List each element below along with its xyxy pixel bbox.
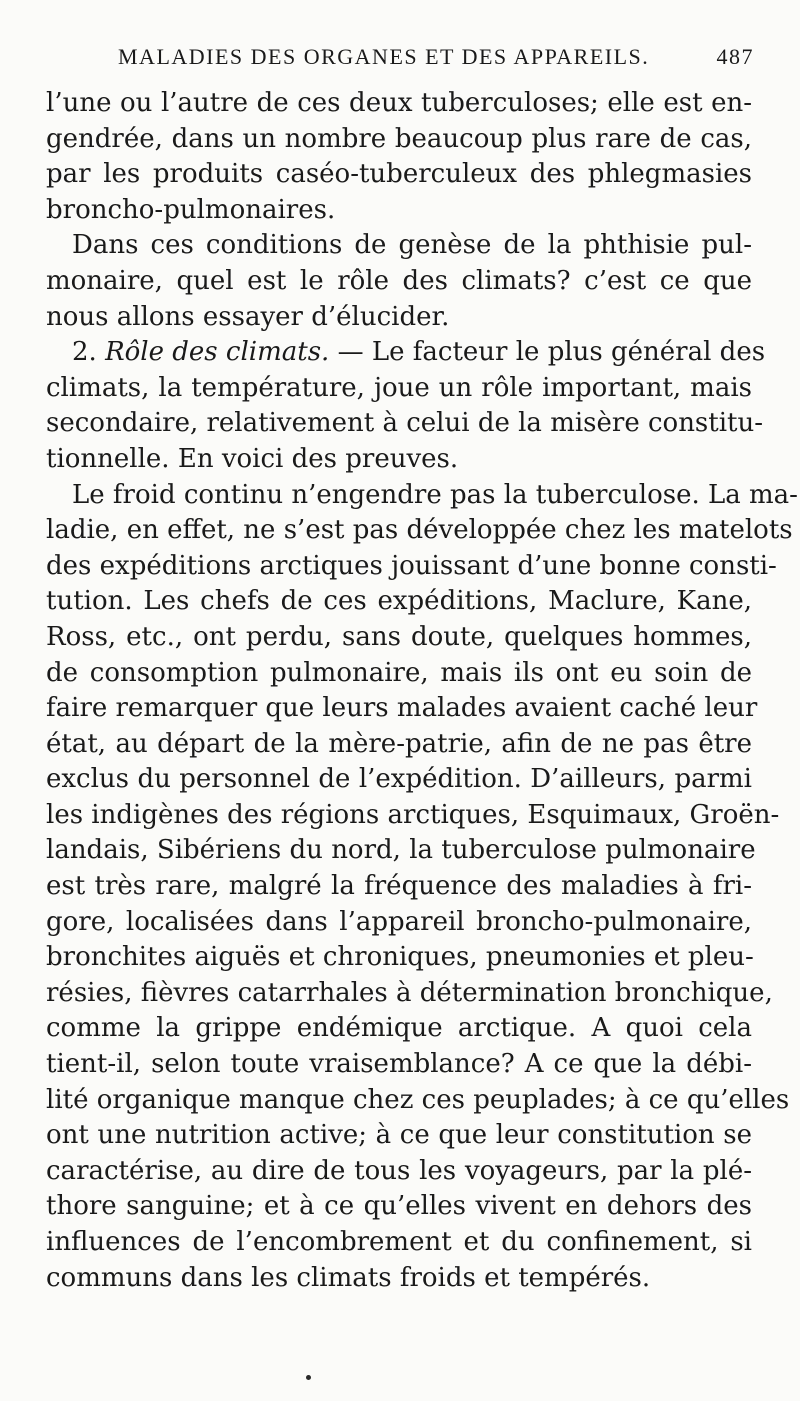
- text-line: tionnelle. En voici des preuves.: [46, 443, 459, 474]
- text-line: est très rare, malgré la fréquence des maladies à fri-: [46, 871, 752, 902]
- ink-speck: [306, 1375, 311, 1380]
- section-title: Rôle des climats.: [105, 337, 330, 368]
- body-text: [46, 86, 798, 1296]
- text-line: communs dans les climats froids et tempérés.: [46, 1262, 651, 1293]
- section-number: 2.: [72, 337, 97, 368]
- text-line: landais, Sibériens du nord, la tuberculose pulmonaire: [46, 835, 756, 866]
- text-line: bronchites aiguës et chroniques, pneumonies et pleu-: [46, 942, 754, 973]
- running-title: MALADIES DES ORGANES ET DES APPAREILS.: [118, 44, 650, 69]
- text-line: les indigènes des régions arctiques, Esquimaux, Groën-: [46, 799, 780, 830]
- text-line: gendrée, dans un nombre beaucoup plus rare de cas,: [46, 123, 752, 154]
- page-number: 487: [716, 44, 754, 69]
- section-heading-line: [46, 335, 766, 371]
- text-line: Le froid continu n’engendre pas la tuberculose. La ma-: [72, 479, 798, 510]
- text-line: l’une ou l’autre de ces deux tuberculoses; elle est en-: [46, 88, 752, 118]
- text-line: lité organique manque chez ces peuplades; à ce qu’elles: [46, 1084, 790, 1115]
- running-head: [118, 40, 758, 80]
- text-line: broncho-pulmonaires.: [46, 194, 336, 225]
- text-line: influences de l’encombrement et du confinement, si: [46, 1227, 752, 1257]
- text-line: caractérise, au dire de tous les voyageurs, par la plé-: [46, 1155, 752, 1186]
- paragraph-2: [46, 228, 752, 335]
- section-first-line-text: — Le facteur le plus général des: [329, 337, 766, 368]
- paragraph-4: [46, 478, 798, 1297]
- text-line: Ross, etc., ont perdu, sans doute, quelques hommes,: [46, 621, 752, 652]
- text-line: gore, localisées dans l’appareil broncho-pulmonaire,: [46, 906, 752, 937]
- text-line: comme la grippe endémique arctique. A quoi cela: [46, 1013, 752, 1044]
- text-line: nous allons essayer d’élucider.: [46, 301, 450, 332]
- text-line: ladie, en effet, ne s’est pas développée chez les matelots: [46, 515, 793, 546]
- paragraph-3: [46, 335, 766, 477]
- text-line: Dans ces conditions de genèse de la phthisie pul-: [72, 230, 752, 261]
- text-line: par les produits caséo-tuberculeux des phlegmasies: [46, 159, 752, 190]
- text-line: des expéditions arctiques jouissant d’une bonne consti-: [46, 550, 777, 581]
- text-line: thore sanguine; et à ce qu’elles vivent en dehors des: [46, 1191, 752, 1222]
- text-line: exclus du personnel de l’expédition. D’ailleurs, parmi: [46, 764, 752, 795]
- text-line: tution. Les chefs de ces expéditions, Maclure, Kane,: [46, 586, 752, 617]
- text-line: tient-il, selon toute vraisemblance? A ce que la débi-: [46, 1049, 752, 1080]
- text-line: de consomption pulmonaire, mais ils ont eu soin de: [46, 657, 752, 688]
- text-line: faire remarquer que leurs malades avaient caché leur: [46, 693, 758, 724]
- text-line: monaire, quel est le rôle des climats? c’est ce que: [46, 265, 752, 296]
- text-line: secondaire, relativement à celui de la misère constitu-: [46, 408, 764, 439]
- text-line: état, au départ de la mère-patrie, afin de ne pas être: [46, 728, 752, 759]
- paragraph-1: [46, 86, 752, 228]
- text-line: climats, la température, joue un rôle important, mais: [46, 372, 752, 403]
- text-line: ont une nutrition active; à ce que leur constitution se: [46, 1120, 752, 1151]
- text-line: résies, fièvres catarrhales à détermination bronchique,: [46, 977, 773, 1008]
